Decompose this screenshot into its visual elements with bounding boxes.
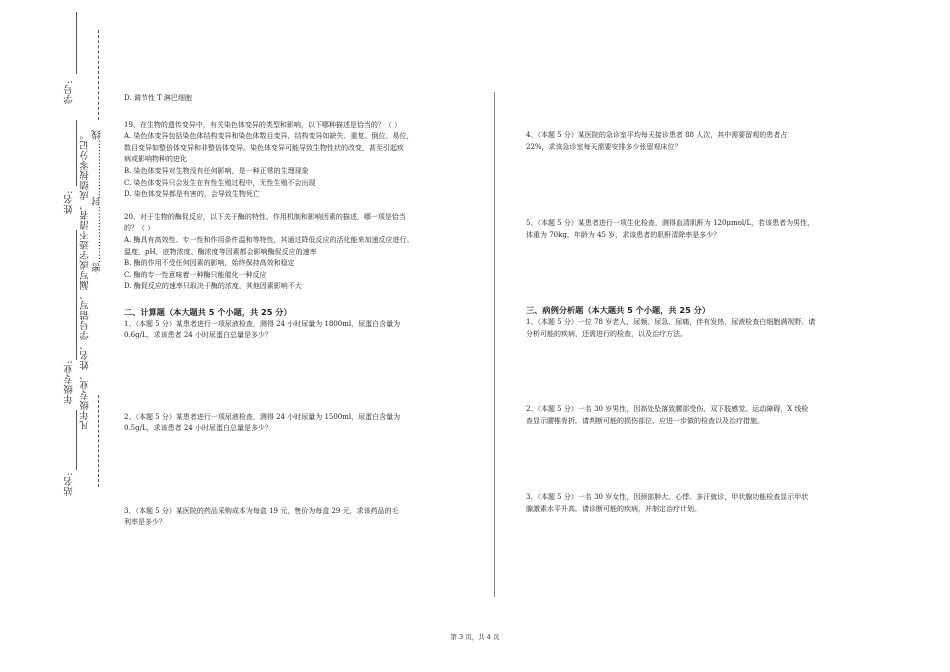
- q18-option-d: D. 调节性 T 淋巴细胞: [124, 94, 192, 102]
- case3-line2: 腺激素水平升高。请诊断可能的疾病，并制定治疗计划。: [526, 504, 701, 513]
- exam-site-line: [76, 410, 77, 470]
- page-footer: 第 3 页，共 4 页: [450, 633, 500, 641]
- calc5-line1: 5、（本题 5 分）某患者进行一项生化检查，测得血清肌酐为 120μmol/L，若该患者为男性，: [526, 219, 815, 228]
- exam-site-label: 站名:: [64, 472, 75, 496]
- binding-margin: [0, 0, 115, 672]
- left-column: [124, 93, 484, 529]
- calc2-line2: 0.5g/L，求该患者 24 小时尿蛋白总量是多少？: [124, 424, 272, 433]
- calc2-line1: 2、（本题 5 分）某患者进行一项尿液检查，测得 24 小时尿量为 1500ml，尿蛋白含量为: [124, 412, 401, 421]
- calc1-line2: 0.6g/L，求该患者 24 小时尿蛋白总量是多少？: [124, 331, 272, 340]
- notice-text: 凡年级专业、姓名、学号错写、漏写或字迹不清者，成绩按零分记。: [80, 130, 91, 430]
- q20-stem-2: 的？（ ）: [124, 224, 155, 233]
- calc5-line2: 体重为 70kg，年龄为 45 岁，求该患者的肌酐清除率是多少？: [526, 230, 721, 239]
- q20-option-c: C. 酶的专一性意味着一种酶只能催化一种反应: [124, 270, 267, 279]
- student-id-label: 学号:: [64, 80, 75, 104]
- q20-option-a-2: 温度，pH，底物浓度、酶浓度等因素都会影响酶促反应的速率: [124, 247, 317, 256]
- q19-option-a-1: A. 染色体变异包括染色体结构变异和染色体数目变异，结构变异如缺失、重复、倒位、易位，: [124, 132, 414, 141]
- calc3-line2: 利率是多少？: [124, 518, 166, 527]
- student-id-line: [76, 12, 77, 74]
- q19-option-a-3: 病或影响物种的进化: [124, 155, 187, 164]
- section3-title: 三、病例分析题（本大题共 5 个小题，共 25 分）: [526, 305, 711, 316]
- calc4-line2: 22%，求该急诊室每天需要安排多少张留观床位？: [526, 142, 682, 151]
- q20-stem-1: 20、对于生物的酶促反应，以下关于酶的特性、作用机制和影响因素的描述，哪一项是恰当: [124, 212, 406, 221]
- case1-line1: 1、（本题 5 分）一位 78 岁老人，尿频、尿急、尿痛，伴有发热，尿液检查白细胞满视野。请: [526, 317, 816, 326]
- right-column: [526, 130, 866, 516]
- case3-line1: 3、（本题 5 分）一名 30 岁女性，因颈部肿大、心悸、多汗就诊，甲状腺功能检查显示甲状: [526, 493, 809, 502]
- q19-option-b: B. 染色体变异对生物没有任何影响，是一种正常的生理现象: [124, 166, 309, 175]
- case2-line2: 查显示腰椎骨折。请判断可能的损伤部位、应进一步做的检查以及治疗措施。: [526, 416, 764, 425]
- q19-option-c: C. 染色体变异只会发生在有性生殖过程中，无性生殖不会出现: [124, 178, 316, 187]
- q20-option-b: B. 酶的作用不受任何因素的影响，始终保持高效和稳定: [124, 259, 295, 268]
- case2-line1: 2、（本题 5 分）一名 30 岁男性，因高处坠落致腰部受伤，双下肢感觉、运动障碍，X 线检: [526, 405, 809, 414]
- column-divider: [494, 92, 495, 597]
- grade-major-label: 年级专业:: [64, 360, 75, 404]
- q19-option-d: D. 染色体变异都是有害的，会导致生物死亡: [124, 190, 260, 199]
- seal-dash-top: [98, 30, 99, 120]
- case1-line2: 分析可能的疾病，还需进行的检查，以及治疗方法。: [526, 329, 687, 338]
- calc3-line1: 3、（本题 5 分）某医院的药品采购成本为每盒 19 元，售价为每盒 29 元，求该药品的毛: [124, 506, 399, 515]
- grade-major-line: [76, 230, 77, 360]
- calc4-line1: 4、（本题 5 分）某医院的急诊室平均每天接诊患者 88 人次，其中需要留观的患者占: [526, 131, 788, 139]
- q19-option-a-2: 数目变异如整倍体变异和非整倍体变异。染色体变异可能导致生物性状的改变，甚至引起疾: [124, 143, 404, 152]
- q19-stem: 19、在生物的遗传变异中，有关染色体变异的类型和影响，以下哪种描述是恰当的？（ ）: [124, 120, 402, 129]
- name-label: 姓名:: [64, 190, 75, 214]
- name-line: [76, 120, 77, 186]
- seal-line-text: 密………………封………………线: [92, 130, 103, 273]
- q20-option-a-1: A. 酶具有高效性、专一性和作用条件温和等特性，其通过降低反应的活化能来加速反应进行。: [124, 235, 414, 244]
- calc1-line1: 1、（本题 5 分）某患者进行一项尿液检查，测得 24 小时尿量为 1800ml，尿蛋白含量为: [124, 319, 401, 328]
- q20-option-d: D. 酶促反应的速率只取决于酶的浓度，其他因素影响不大: [124, 282, 302, 291]
- seal-dash-bottom: [98, 395, 99, 487]
- section2-title: 二、计算题（本大题共 5 个小题，共 25 分）: [124, 306, 292, 317]
